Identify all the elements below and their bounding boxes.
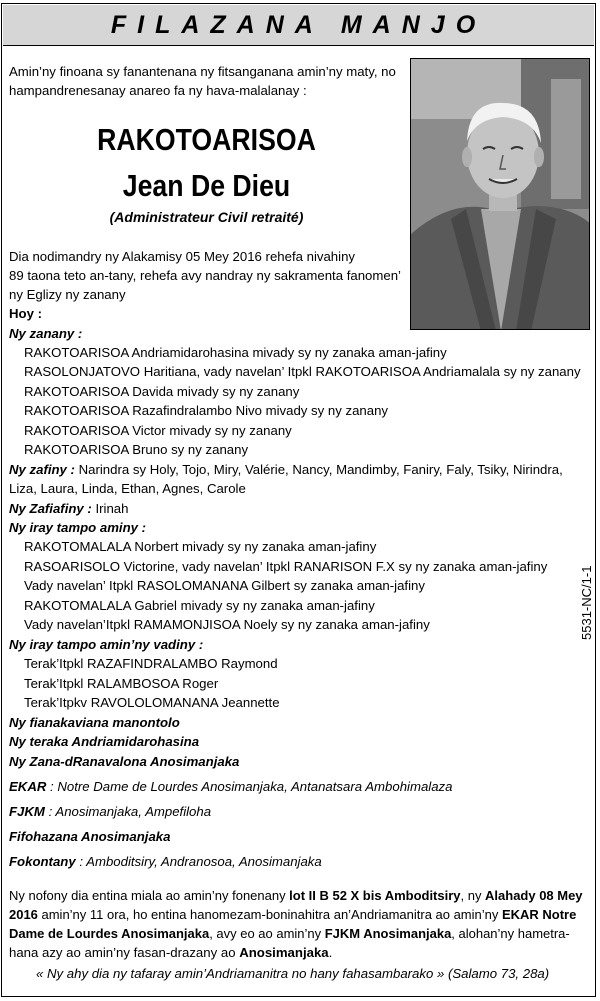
family-line: Ny fianakaviana manontolo [9, 715, 180, 730]
church-value: : Notre Dame de Lourdes Anosimanjaka, Antanatsara Ambohimalaza [50, 779, 453, 794]
child-item: RAKOTOARISOA Bruno sy ny zanany [24, 442, 249, 457]
sibling-item: Vady navelan’Itpkl RAMAMONJISOA Noely sy ny zanaka aman-jafiny [24, 617, 430, 632]
notice-header [3, 5, 594, 46]
fjkm-label: FJKM [9, 804, 45, 819]
burial-church: EKAR Notre [501, 907, 577, 922]
great-grandchildren-names: Irinah [95, 501, 129, 516]
child-item: RASOLONJATOVO Haritiana, vady navelan’ Itpkl RAKOTOARISOA Andriamalala sy ny zanany [24, 364, 581, 379]
grandchildren-line-2: Liza, Laura, Linda, Ethan, Agnes, Carole [9, 481, 246, 496]
burial-text: hana azy ao amin’ny fasan-drazany ao [9, 945, 240, 960]
fokontany-label: Fokontany [9, 854, 76, 869]
burial-church-2: FJKM Anosimanjaka [324, 926, 452, 941]
spouse-siblings-label: Ny iray tampo amin’ny vadiny : [9, 637, 204, 652]
burial-line-2 [9, 905, 576, 924]
portrait-image [411, 59, 590, 330]
death-line-3: ny Eglizy ny zanany [9, 287, 126, 302]
child-item: RAKOTOARISOA Andriamidarohasina mivady sy ny zanaka aman-jafiny [24, 345, 447, 360]
grandchildren-names: Narindra sy Holy, Tojo, Miry, Valérie, Nancy, Mandimby, Faniry, Faly, Tsiky, Nirindra, [78, 462, 563, 477]
scripture-quote: « Ny ahy dia ny tafaray amin’Andriamanitra no hany fahasambarako » (Salamo 73, 28a) [36, 966, 550, 981]
intro-line-2: hampandrenesanay anareo fa ny hava-malalanay : [9, 83, 307, 98]
children-label: Ny zanany : [9, 326, 83, 341]
church-line [9, 777, 452, 796]
burial-text: , alohan’ny hametra- [451, 926, 570, 941]
burial-line-1 [9, 886, 583, 905]
grandchildren-label: Ny zafiny : [9, 462, 75, 477]
reference-code: 5531-NC/1-1 [579, 565, 594, 640]
burial-text: . [328, 945, 333, 960]
child-item: RAKOTOARISOA Victor mivady sy ny zanany [24, 423, 292, 438]
burial-text: Ny nofony dia entina miala ao amin’ny fonenany [9, 888, 290, 903]
child-item: RAKOTOARISOA Davida mivady sy ny zanany [24, 384, 300, 399]
fokontany-line [9, 852, 322, 871]
burial-line-4 [9, 943, 332, 962]
deceased-given-names: Jean De Dieu [122, 168, 291, 203]
burial-text: , ny [460, 888, 486, 903]
notice-title: FILAZANA MANJO [110, 10, 487, 39]
fifohazana-line: Fifohazana Anosimanjaka [9, 829, 171, 844]
fjkm-value: : Anosimanjaka, Ampefiloha [48, 804, 212, 819]
church-label: EKAR [9, 779, 47, 794]
sibling-item: RAKOTOMALALA Gabriel mivady sy ny zanaka aman-jafiny [24, 598, 375, 613]
death-line-2: 89 taona teto an-tany, rehefa avy nandray ny sakramenta fanomen’ [9, 268, 401, 283]
fokontany-value: : Amboditsiry, Andranosoa, Anosimanjaka [79, 854, 322, 869]
deceased-title: (Administrateur Civil retraité) [109, 209, 304, 225]
fjkm-line [9, 802, 211, 821]
spouse-sibling-item: Terak’Itpkv RAVOLOLOMANANA Jeannette [24, 695, 280, 710]
death-line-1: Dia nodimandry ny Alakamisy 05 Mey 2016 rehefa nivahiny [9, 249, 355, 264]
sibling-item: Vady navelan’ Itpkl RASOLOMANANA Gilbert sy zanaka aman-jafiny [24, 578, 425, 593]
burial-address: lot II B 52 X bis Amboditsiry [289, 888, 461, 903]
family-line: Ny Zana-dRanavalona Anosimanjaka [9, 754, 240, 769]
sibling-item: RASOARISOLO Victorine, vady navelan’ Itpkl RANARISON F.X sy ny zanaka aman-jafiny [24, 559, 548, 574]
spouse-sibling-item: Terak’Itpkl RAZAFINDRALAMBO Raymond [24, 656, 278, 671]
burial-church: Dame de Lourdes Anosimanjaka [9, 926, 210, 941]
hoy-label: Hoy : [9, 306, 42, 321]
spouse-sibling-item: Terak’Itpkl RALAMBOSOA Roger [24, 676, 219, 691]
sibling-item: RAKOTOMALALA Norbert mivady sy ny zanaka aman-jafiny [24, 539, 377, 554]
burial-text: amin’ny 11 ora, ho entina hanomezam-boninahitra an’Andriamanitra ao amin’ny [37, 907, 502, 922]
burial-place: Anosimanjaka [239, 945, 329, 960]
great-grandchildren-label: Ny Zafiafiny : [9, 501, 92, 516]
deceased-surname: RAKOTOARISOA [97, 122, 316, 157]
intro-line-1: Amin’ny finoana sy fanantenana ny fitsanganana amin’ny maty, no [9, 64, 396, 79]
great-grandchildren-line [9, 499, 128, 518]
burial-date: Alahady 08 Mey [485, 888, 583, 903]
family-line: Ny teraka Andriamidarohasina [9, 734, 200, 749]
deceased-photo [410, 58, 590, 330]
siblings-label: Ny iray tampo aminy : [9, 520, 147, 535]
burial-line-3 [9, 924, 570, 943]
burial-text: , avy eo ao amin’ny [209, 926, 325, 941]
burial-year: 2016 [9, 907, 38, 922]
grandchildren-line-1 [9, 460, 563, 479]
child-item: RAKOTOARISOA Razafindralambo Nivo mivady sy ny zanany [24, 403, 389, 418]
